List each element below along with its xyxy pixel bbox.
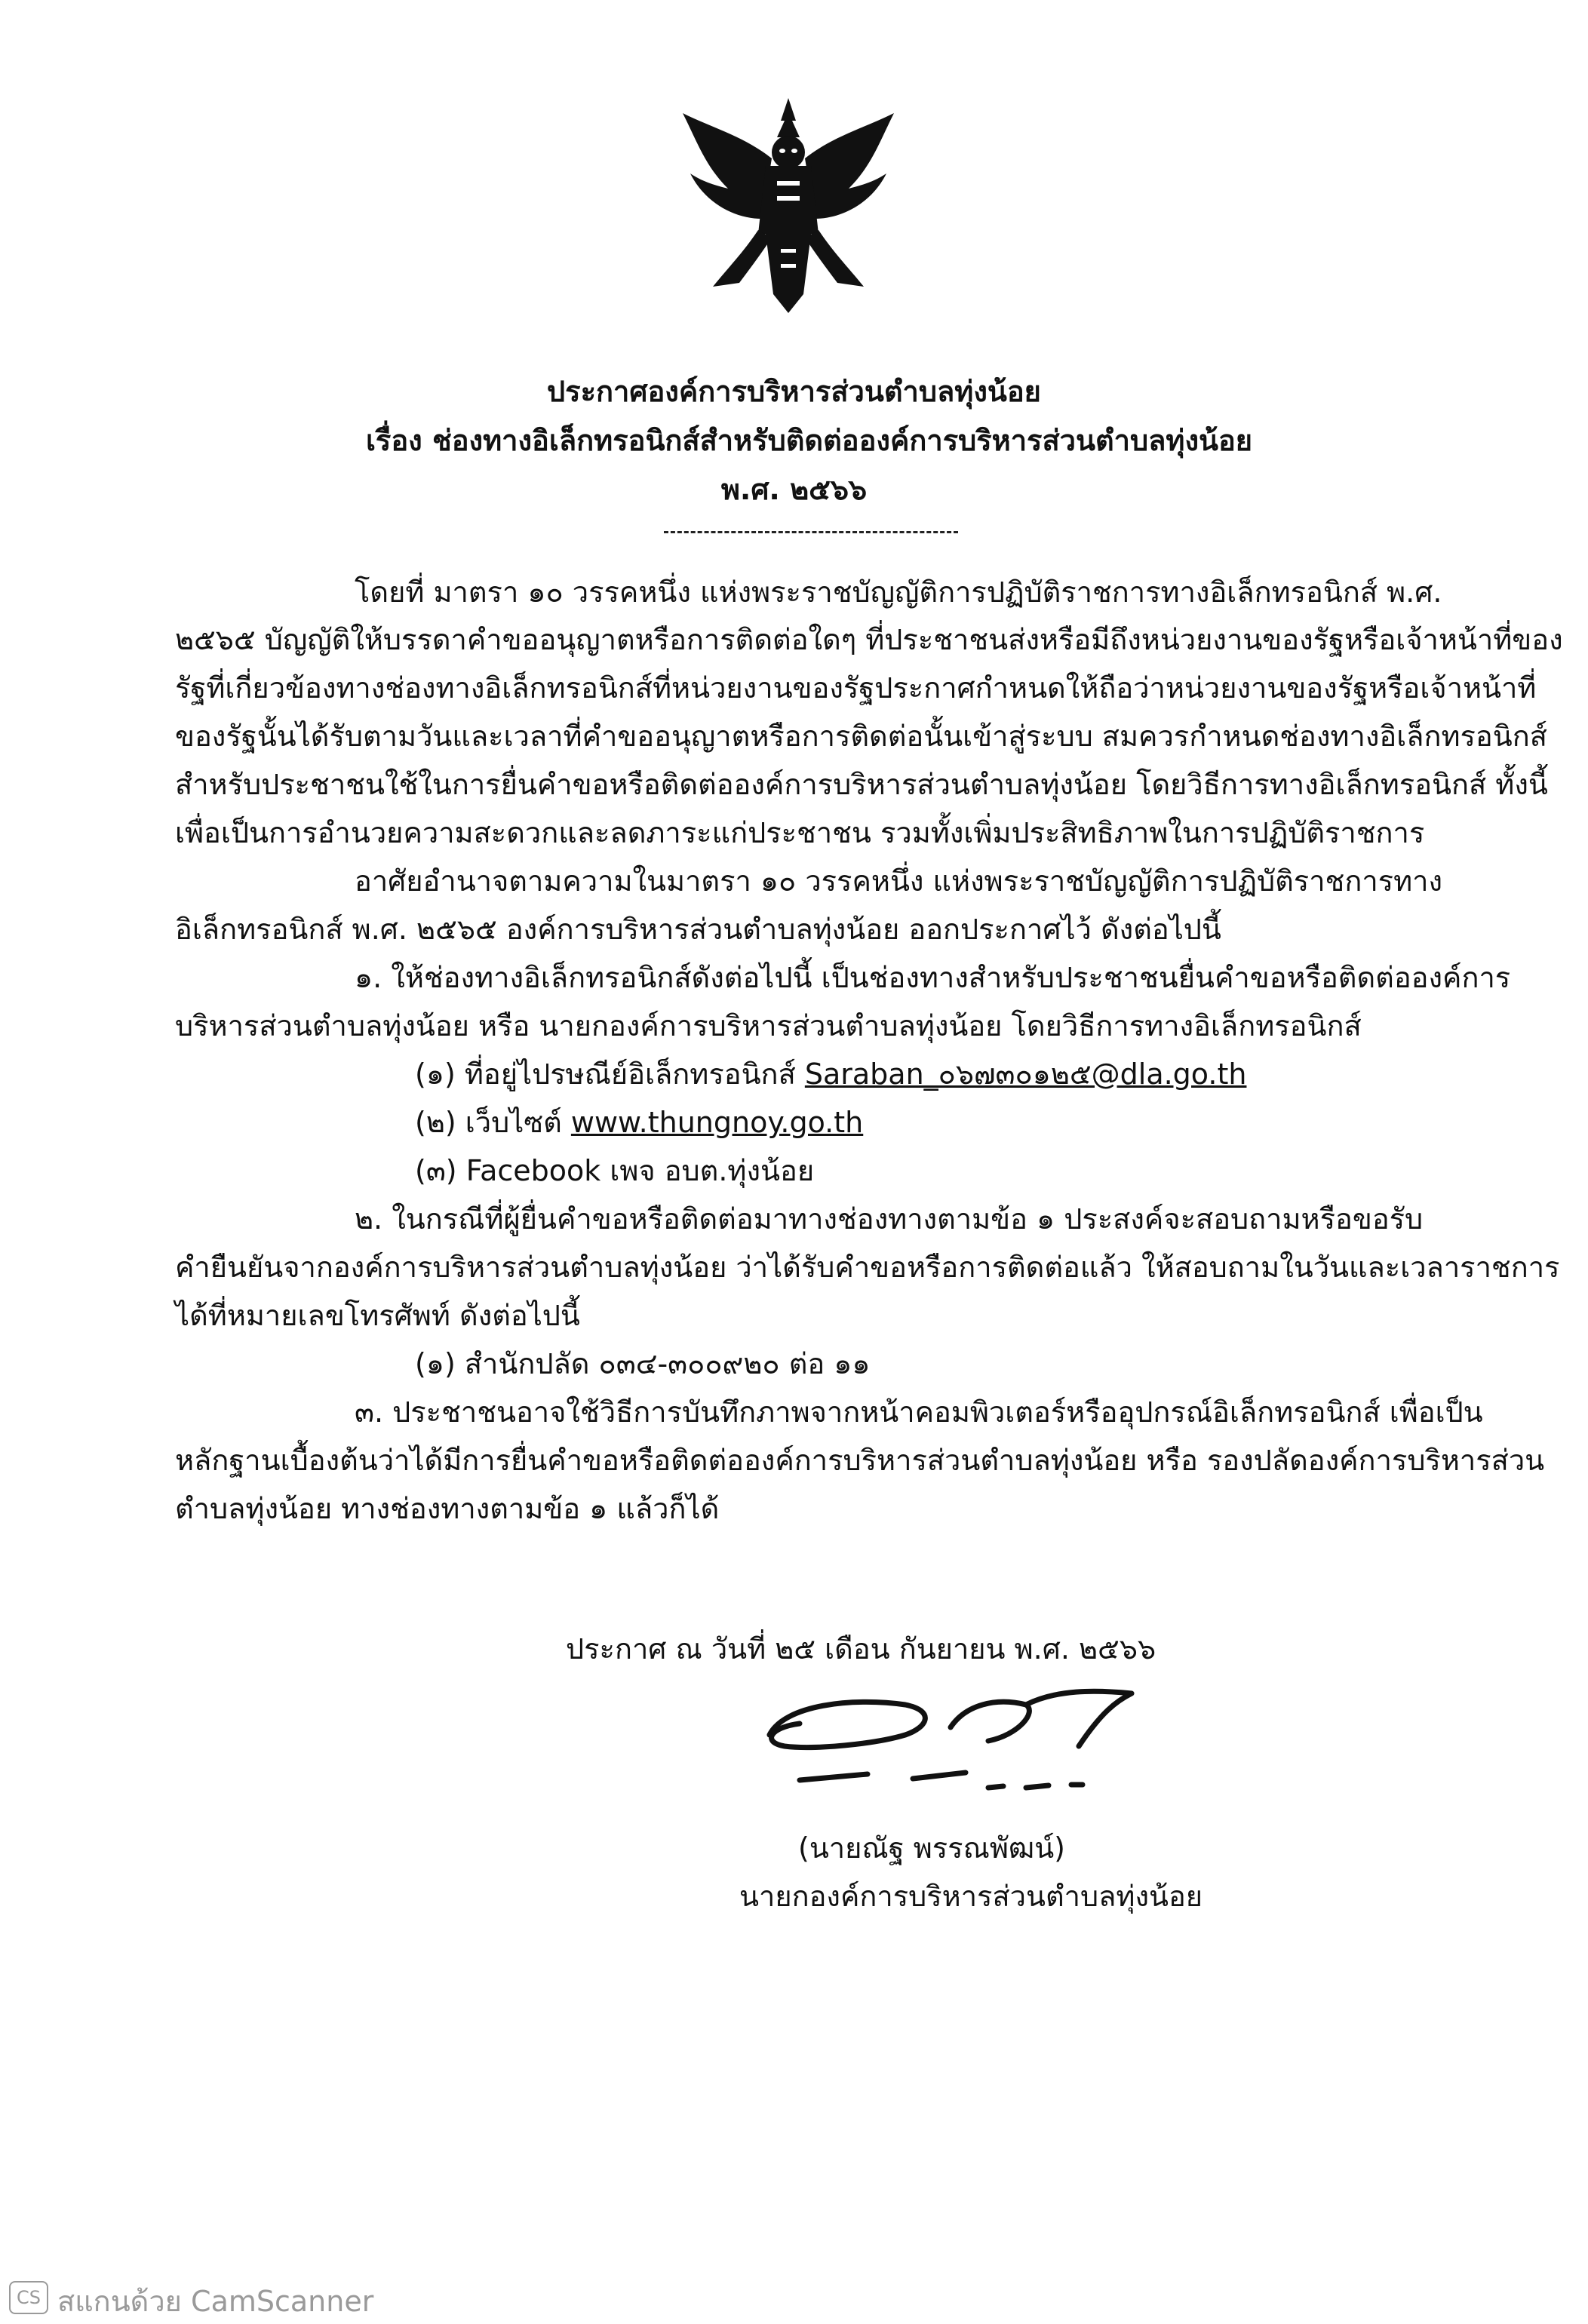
paragraph-line: โดยที่ มาตรา ๑๐ วรรคหนึ่ง แห่งพระราชบัญญัติการปฏิบัติราชการทางอิเล็กทรอนิกส์ พ.ศ. (355, 576, 1442, 609)
announcement-year: พ.ศ. ๒๕๖๖ (720, 473, 868, 506)
item-1-line: ๑. ให้ช่องทางอิเล็กทรอนิกส์ดังต่อไปนี้ เป็นช่องทางสำหรับประชาชนยื่นคำขอหรือติดต่อองค์การ (355, 961, 1511, 994)
paragraph-line: รัฐที่เกี่ยวข้องทางช่องทางอิเล็กทรอนิกส์ที่หน่วยงานของรัฐประกาศกำหนดให้ถือว่าหน่วยงานของรัฐหรือเจ้าหน้าที่ (175, 671, 1537, 705)
camscanner-icon: CS (9, 2281, 48, 2314)
item-3-line: ๓. ประชาชนอาจใช้วิธีการบันทึกภาพจากหน้าคอมพิวเตอร์หรืออุปกรณ์อิเล็กทรอนิกส์ เพื่อเป็น (355, 1395, 1483, 1429)
phone-contact: (๑) สำนักปลัด ๐๓๔-๓๐๐๙๒๐ ต่อ ๑๑ (415, 1347, 871, 1380)
item-2-line: คำยืนยันจากองค์การบริหารส่วนตำบลทุ่งน้อย ว่าได้รับคำขอหรือการติดต่อแล้ว ให้สอบถามในวันและเวลาราชการ (175, 1251, 1560, 1284)
paragraph-line: สำหรับประชาชนใช้ในการยื่นคำขอหรือติดต่อองค์การบริหารส่วนตำบลทุ่งน้อย โดยวิธีการทางอิเล็กทรอนิกส์ ทั้งนี้ (175, 768, 1548, 801)
announcement-date: ประกาศ ณ วันที่ ๒๕ เดือน กันยายน พ.ศ. ๒๕๖๖ (566, 1632, 1156, 1665)
announcement-subject: เรื่อง ช่องทางอิเล็กทรอนิกส์สำหรับติดต่อองค์การบริหารส่วนตำบลทุ่งน้อย (365, 424, 1253, 457)
signatory-position: นายกองค์การบริหารส่วนตำบลทุ่งน้อย (739, 1880, 1203, 1913)
item-2-line: ๒. ในกรณีที่ผู้ยื่นคำขอหรือติดต่อมาทางช่องทางตามข้อ ๑ ประสงค์จะสอบถามหรือขอรับ (355, 1202, 1424, 1236)
item-1-line: บริหารส่วนตำบลทุ่งน้อย หรือ นายกองค์การบริหารส่วนตำบลทุ่งน้อย โดยวิธีการทางอิเล็กทรอนิกส์ (175, 1009, 1362, 1042)
handwritten-signature (739, 1675, 1162, 1810)
paragraph-line: เพื่อเป็นการอำนวยความสะดวกและลดภาระแก่ประชาชน รวมทั้งเพิ่มประสิทธิภาพในการปฏิบัติราชการ (175, 816, 1425, 849)
website-link[interactable]: www.thungnoy.go.th (570, 1106, 864, 1139)
channel-facebook: (๓) Facebook เพจ อบต.ทุ่งน้อย (415, 1154, 815, 1187)
item-2-line: ได้ที่หมายเลขโทรศัพท์ ดังต่อไปนี้ (175, 1299, 580, 1332)
item-3-line: หลักฐานเบื้องต้นว่าได้มีการยื่นคำขอหรือติดต่อองค์การบริหารส่วนตำบลทุ่งน้อย หรือ รองปลัดองค์การบริหารส่วน (175, 1444, 1545, 1477)
item-3-line: ตำบลทุ่งน้อย ทางช่องทางตามข้อ ๑ แล้วก็ได้ (175, 1492, 720, 1525)
scanner-watermark: สแกนด้วย CamScanner (57, 2285, 374, 2318)
title-divider (664, 531, 958, 533)
email-link[interactable]: Saraban_๐๖๗๓๐๑๒๕@dla.go.th (804, 1058, 1247, 1091)
signatory-name: (นายณัฐ พรรณพัฒน์) (798, 1831, 1066, 1865)
channel-website-label: (๒) เว็บไซต์ (415, 1106, 571, 1139)
paragraph-line: อิเล็กทรอนิกส์ พ.ศ. ๒๕๖๕ องค์การบริหารส่วนตำบลทุ่งน้อย ออกประกาศไว้ ดังต่อไปนี้ (175, 913, 1221, 946)
paragraph-line: ๒๕๖๕ บัญญัติให้บรรดาคำขออนุญาตหรือการติดต่อใดๆ ที่ประชาชนส่งหรือมีถึงหน่วยงานของรัฐหรือเจ้าหน้าที่ของ (175, 623, 1563, 656)
paragraph-line: อาศัยอำนาจตามความในมาตรา ๑๐ วรรคหนึ่ง แห่งพระราชบัญญัติการปฏิบัติราชการทาง (355, 864, 1443, 898)
channel-email (415, 1058, 1246, 1091)
garuda-emblem-icon (675, 91, 902, 317)
channel-email-label: (๑) ที่อยู่ไปรษณีย์อิเล็กทรอนิกส์ (415, 1058, 805, 1091)
paragraph-line: ของรัฐนั้นได้รับตามวันและเวลาที่คำขออนุญาตหรือการติดต่อนั้นเข้าสู่ระบบ สมควรกำหนดช่องทางอิเล็กทรอนิกส์ (175, 720, 1547, 753)
channel-website (415, 1106, 863, 1139)
announcement-title: ประกาศองค์การบริหารส่วนตำบลทุ่งน้อย (547, 375, 1041, 408)
